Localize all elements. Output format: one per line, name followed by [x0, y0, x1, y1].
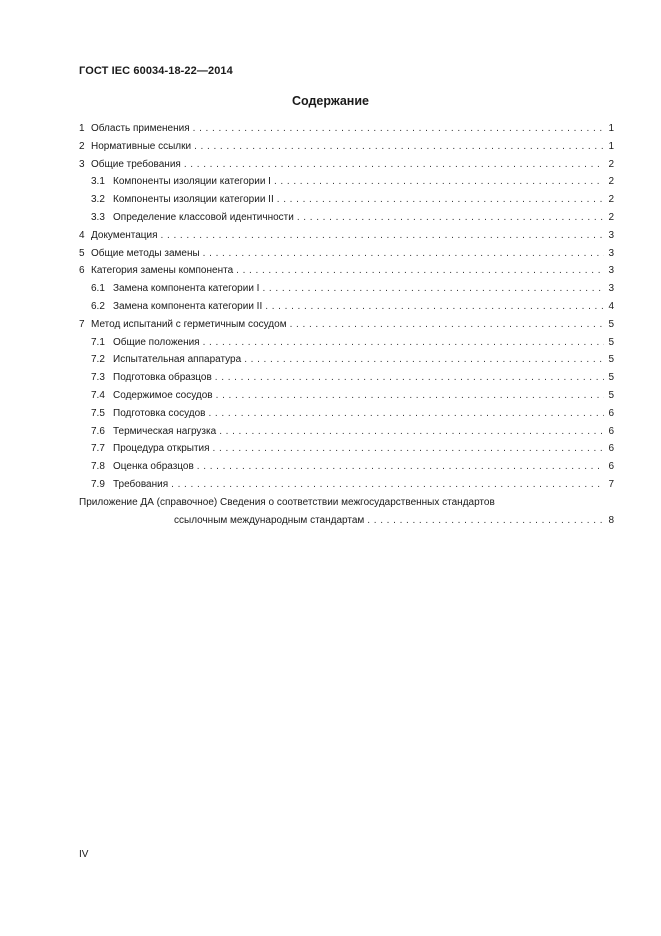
toc-appendix-text: ссылочным международным стандартам: [174, 514, 365, 526]
toc-entry[interactable]: [79, 138, 614, 156]
toc-entry-page: 6: [608, 407, 614, 419]
toc-entry-page: 5: [608, 372, 614, 384]
toc-entry-number: 7.3: [91, 372, 105, 384]
toc-leader-dots: [244, 351, 604, 369]
toc-entry-page: 5: [608, 354, 614, 366]
toc-entry-page: 5: [608, 318, 614, 330]
toc-entry-text: Испытательная аппаратура: [113, 354, 242, 366]
toc-entry-text: Метод испытаний с герметичным сосудом: [91, 318, 287, 330]
toc-entry-text: Подготовка сосудов: [113, 407, 206, 419]
toc-leader-dots: [236, 262, 604, 280]
toc-leader-dots: [297, 209, 605, 227]
toc-subentry[interactable]: [79, 458, 614, 476]
toc-subentry[interactable]: [79, 298, 614, 316]
toc-subentry[interactable]: [79, 423, 614, 441]
toc-entry-text: Документация: [91, 229, 158, 241]
toc-entry-number: 7.6: [91, 425, 105, 437]
toc-entry-page: 3: [608, 229, 614, 241]
toc-entry-page: 7: [608, 478, 614, 490]
toc-leader-dots: [277, 191, 605, 209]
toc-subentry[interactable]: [79, 173, 614, 191]
toc-entry-number: 7.9: [91, 478, 105, 490]
page-number: IV: [79, 849, 89, 860]
toc-appendix-continuation[interactable]: [79, 512, 614, 530]
toc-appendix-page: 8: [608, 514, 614, 526]
toc-entry-text: Нормативные ссылки: [91, 140, 192, 152]
toc-leader-dots: [161, 227, 605, 245]
toc-entry-number: 1: [79, 123, 85, 134]
toc-entry-page: 6: [608, 425, 614, 437]
toc-entry-text: Определение классовой идентичности: [113, 211, 294, 223]
toc-entry-number: 3.3: [91, 211, 105, 223]
toc-leader-dots: [197, 458, 605, 476]
toc-entry-text: Замена компонента категории I: [113, 283, 260, 295]
toc-entry-text: Содержимое сосудов: [113, 389, 213, 401]
toc-entry-text: Область применения: [91, 123, 190, 134]
toc-entry-number: 6.1: [91, 283, 105, 295]
toc-leader-dots: [215, 369, 605, 387]
toc-entry-page: 6: [608, 443, 614, 455]
toc-entry-number: 4: [79, 229, 85, 241]
toc-entry-page: 2: [608, 194, 614, 206]
toc-entry-number: 7.1: [91, 336, 105, 348]
toc-entry-page: 1: [608, 123, 614, 134]
toc-entry-number: 6: [79, 265, 85, 277]
toc-entry-text: Общие положения: [113, 336, 200, 348]
toc-entry-page: 3: [608, 283, 614, 295]
toc-entry[interactable]: [79, 316, 614, 334]
toc-entry[interactable]: [79, 245, 614, 263]
toc-entry-page: 6: [608, 461, 614, 473]
toc-entry[interactable]: [79, 262, 614, 280]
document-header: ГОСТ IEC 60034-18-22—2014: [79, 65, 233, 77]
toc-entry-text: Компоненты изоляции категории I: [113, 176, 271, 188]
toc-entry-text: Компоненты изоляции категории II: [113, 194, 274, 206]
toc-entry-text: Подготовка образцов: [113, 372, 212, 384]
toc-entry-text: Требования: [113, 478, 169, 490]
toc-entry-text: Термическая нагрузка: [113, 425, 217, 437]
toc-subentry[interactable]: [79, 334, 614, 352]
toc-leader-dots: [219, 423, 604, 441]
toc-entry[interactable]: [79, 227, 614, 245]
table-of-contents: [79, 120, 614, 529]
toc-entry-text: Оценка образцов: [113, 461, 194, 473]
toc-entry-page: 3: [608, 247, 614, 259]
toc-entry-number: 5: [79, 247, 85, 259]
toc-leader-dots: [203, 245, 605, 263]
toc-subentry[interactable]: [79, 387, 614, 405]
toc-entry-page: 2: [608, 211, 614, 223]
toc-entry-page: 2: [608, 176, 614, 188]
toc-entry[interactable]: [79, 156, 614, 174]
toc-entry-page: 5: [608, 389, 614, 401]
toc-leader-dots: [208, 405, 604, 423]
toc-entry-text: Общие требования: [91, 158, 181, 170]
toc-leader-dots: [262, 280, 604, 298]
toc-appendix-title[interactable]: Приложение ДА (справочное) Сведения о соответствии межгосударственных стандартов: [79, 496, 495, 508]
toc-entry-number: 3.1: [91, 176, 105, 188]
toc-entry-page: 4: [608, 300, 614, 312]
toc-entry-page: 2: [608, 158, 614, 170]
toc-entry-number: 3: [79, 158, 85, 170]
toc-subentry[interactable]: [79, 191, 614, 209]
toc-title: Содержание: [291, 94, 369, 108]
toc-subentry[interactable]: [79, 405, 614, 423]
toc-subentry[interactable]: [79, 209, 614, 227]
toc-entry-number: 2: [79, 140, 85, 152]
toc-entry-page: 5: [608, 336, 614, 348]
toc-subentry[interactable]: [79, 440, 614, 458]
toc-leader-dots: [184, 156, 605, 174]
toc-leader-dots: [194, 138, 604, 156]
toc-entry-text: Замена компонента категории II: [113, 300, 263, 312]
toc-entry-number: 7.5: [91, 407, 105, 419]
toc-leader-dots: [274, 173, 604, 191]
toc-leader-dots: [367, 512, 604, 530]
toc-subentry[interactable]: [79, 280, 614, 298]
toc-entry-number: 7.4: [91, 389, 105, 401]
toc-entry-text: Процедура открытия: [113, 443, 210, 455]
toc-entry-number: 7.8: [91, 461, 105, 473]
toc-entry-text: Категория замены компонента: [91, 265, 234, 277]
toc-entry-page: 3: [608, 265, 614, 277]
toc-leader-dots: [193, 120, 605, 138]
toc-entry[interactable]: [79, 120, 614, 138]
toc-subentry[interactable]: [79, 351, 614, 369]
toc-subentry[interactable]: [79, 369, 614, 387]
toc-leader-dots: [265, 298, 604, 316]
toc-entry-number: 7.2: [91, 354, 105, 366]
toc-leader-dots: [203, 334, 605, 352]
toc-leader-dots: [171, 476, 604, 494]
toc-leader-dots: [216, 387, 605, 405]
toc-entry-number: 7.7: [91, 443, 105, 455]
toc-leader-dots: [290, 316, 605, 334]
toc-subentry[interactable]: [79, 476, 614, 494]
toc-entry-number: 3.2: [91, 194, 105, 206]
toc-entry-page: 1: [608, 140, 614, 152]
toc-leader-dots: [213, 440, 605, 458]
toc-entry-number: 7: [79, 318, 85, 330]
toc-entry-text: Общие методы замены: [91, 247, 200, 259]
toc-entry-number: 6.2: [91, 300, 105, 312]
